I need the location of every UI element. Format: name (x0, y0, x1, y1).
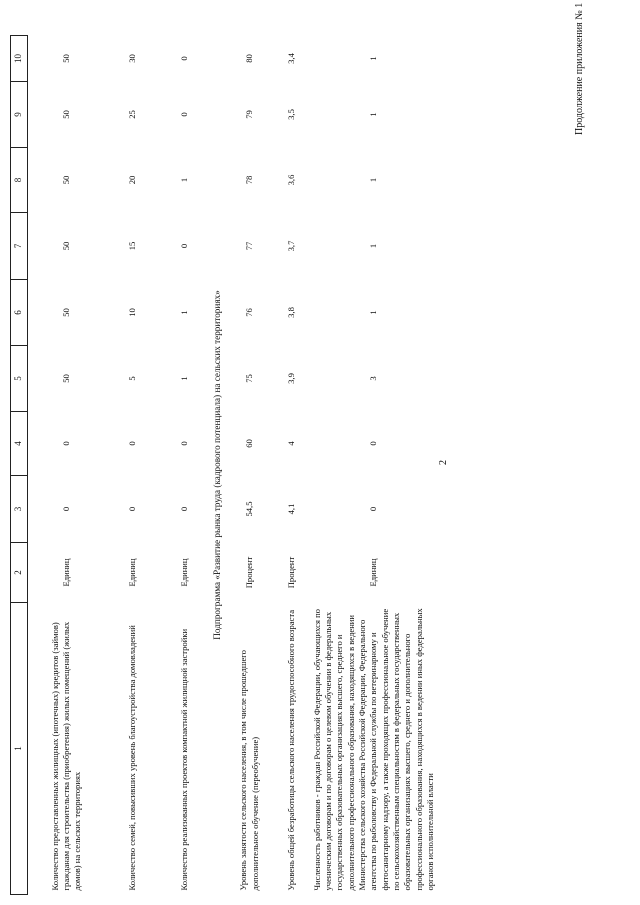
header-row (11, 36, 28, 895)
value-cell: 0 (126, 506, 137, 512)
value-cell: 0 (178, 506, 189, 512)
value-cell: 10 (126, 308, 137, 317)
value-cell: 50 (60, 175, 71, 185)
table-row (274, 36, 310, 895)
value-cell: 54,5 (243, 501, 254, 517)
unit-cell: Единиц (60, 558, 71, 587)
value-cell: 4 (285, 441, 296, 446)
value-cell: 75 (243, 374, 254, 383)
value-cell: 50 (60, 110, 71, 119)
indicator-text: Количество предоставленных жилищных (ипотечных) кредитов (займов) гражданам для строительства (приобретения) жилых помещений (жилых домов) на сельских территориях (49, 621, 83, 891)
indicator-text: Уровень общей безработицы сельского населения трудоспособного возраста (285, 609, 296, 891)
table-row (27, 36, 105, 895)
indicators-table (10, 35, 438, 895)
value-cell: 3 (368, 376, 379, 381)
value-cell: 76 (243, 308, 254, 317)
value-cell: 1 (178, 376, 189, 381)
value-cell: 1 (368, 310, 379, 315)
header-cell: 1 (11, 603, 28, 895)
value-cell: 1 (178, 177, 189, 183)
value-cell: 60 (243, 439, 254, 448)
table-row (105, 36, 159, 895)
value-cell: 79 (243, 110, 254, 119)
value-cell: 3,6 (285, 174, 296, 186)
table-row (310, 36, 439, 895)
indicator-text: Количество реализованных проектов компактной жилищной застройки (178, 628, 189, 891)
value-cell: 0 (178, 56, 189, 61)
value-cell: 78 (243, 175, 254, 185)
header-cell: 7 (11, 213, 28, 280)
value-cell: 1 (178, 310, 189, 315)
value-cell: 25 (126, 110, 137, 119)
header-cell: 6 (11, 280, 28, 346)
value-cell: 15 (126, 241, 137, 251)
value-cell: 3,9 (285, 373, 296, 384)
header-cell: 2 (11, 543, 28, 603)
value-cell: 0 (178, 112, 189, 117)
unit-cell: Процент (243, 556, 254, 589)
table-row (159, 36, 209, 895)
value-cell: 1 (368, 56, 379, 61)
header-cell: 4 (11, 412, 28, 476)
value-cell: 1 (368, 243, 379, 249)
value-cell: 50 (60, 241, 71, 251)
unit-cell: Единиц (126, 558, 137, 587)
header-cell: 9 (11, 82, 28, 148)
value-cell: 0 (178, 441, 189, 446)
value-cell: 0 (60, 441, 71, 446)
value-cell: 0 (368, 506, 379, 512)
page-number: 2 (438, 460, 449, 465)
header-cell: 3 (11, 476, 28, 543)
unit-cell: Единиц (178, 558, 189, 587)
value-cell: 1 (368, 112, 379, 117)
unit-cell: Единиц (368, 558, 379, 587)
table-row (226, 36, 274, 895)
appendix-caption: Продолжение приложения № 1 (574, 2, 585, 135)
subprogram-row (209, 36, 225, 895)
value-cell: 50 (60, 54, 71, 63)
header-cell: 10 (11, 36, 28, 82)
indicator-text: Численность работников - граждан Российской Федерации, обучающихся по ученическим договорам и по договорам о целевом обучении в федеральных государственных образовательных организациях высшего, среднего и дополнительного профессионального образования, находящихся в ведении Министерства сельского хозяйства Российской Федерации, Федерального агентства по рыболовству и Федеральной службы по ветеринарному и фитосанитарному надзору, а также проходящих профессиональное обучение по сельскохозяйственным специальностям в федеральных государственных образовательных организациях высшего, среднего и дополнительного профессионального образования, находящихся в ведении иных федеральных органов исполнительной власти (311, 608, 435, 891)
value-cell: 50 (60, 308, 71, 317)
value-cell: 3,4 (285, 53, 296, 64)
value-cell: 50 (60, 374, 71, 383)
value-cell: 3,8 (285, 307, 296, 318)
value-cell: 3,7 (285, 240, 296, 252)
value-cell: 80 (243, 54, 254, 63)
header-cell: 8 (11, 148, 28, 213)
value-cell: 5 (126, 376, 137, 381)
value-cell: 30 (126, 54, 137, 63)
header-cell: 5 (11, 346, 28, 412)
value-cell: 0 (178, 243, 189, 249)
value-cell: 20 (126, 175, 137, 185)
value-cell: 1 (368, 177, 379, 183)
value-cell: 0 (60, 506, 71, 512)
value-cell: 0 (368, 441, 379, 446)
subprogram-title: Подпрограмма «Развитие рынка труда (кадрового потенциала) на сельских территориях» (212, 290, 223, 640)
value-cell: 0 (126, 441, 137, 446)
unit-cell: Процент (285, 556, 296, 589)
indicator-text: Уровень занятости сельского населения, в том числе прошедшего дополнительное обучение (переобучение) (238, 650, 260, 891)
value-cell: 77 (243, 241, 254, 251)
value-cell: 3,5 (285, 109, 296, 120)
indicator-text: Количество семей, повысивших уровень благоустройства домовладений (126, 625, 137, 891)
value-cell: 4,1 (285, 503, 296, 515)
